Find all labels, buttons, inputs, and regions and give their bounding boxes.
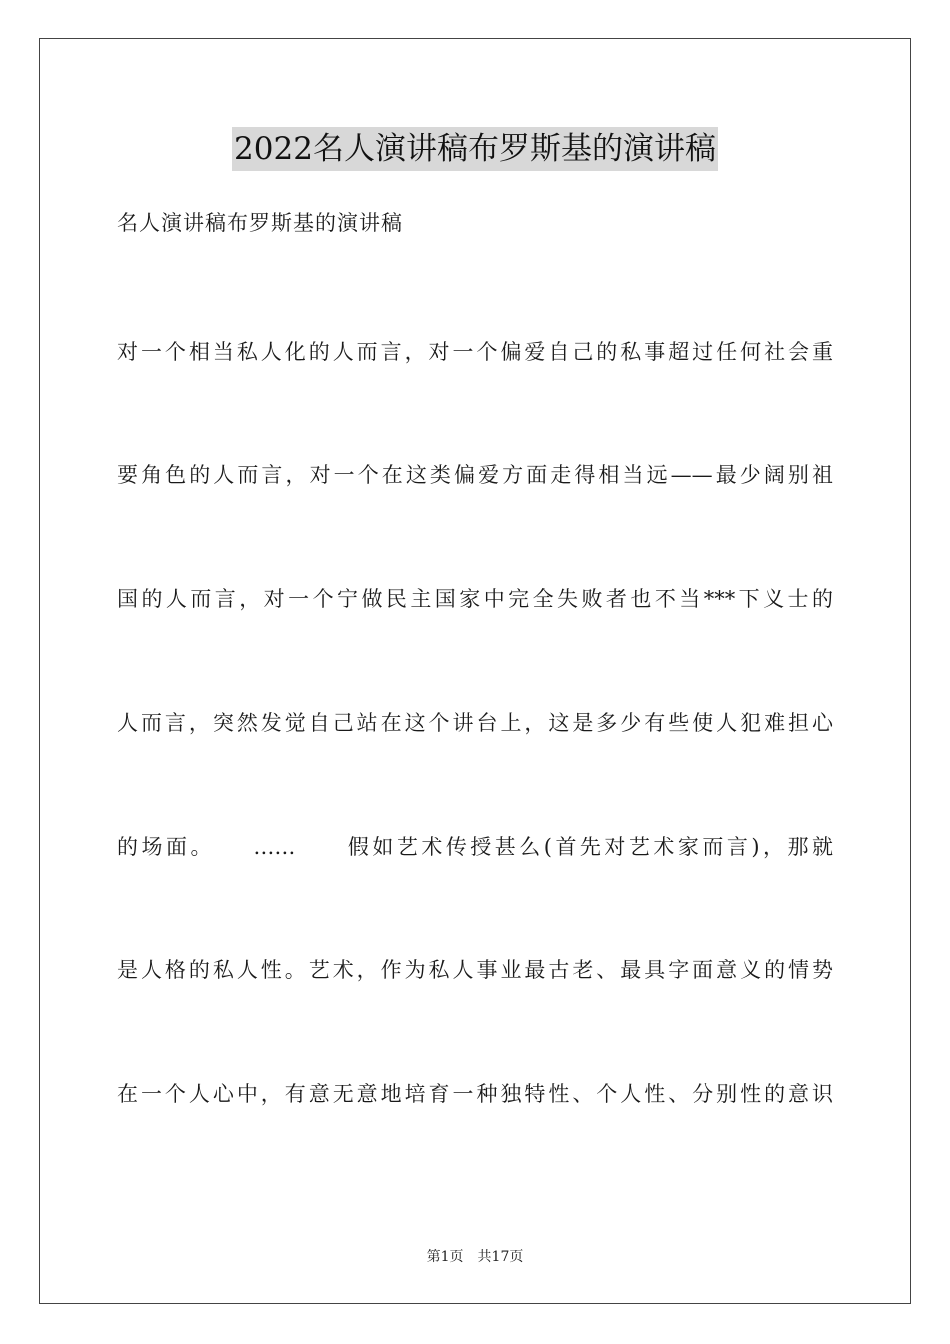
body-line: 的场面。 …… 假如艺术传授甚么(首先对艺术家而言)，那就 bbox=[117, 835, 833, 859]
body-line: 对一个相当私人化的人而言，对一个偏爱自己的私事超过任何社会重 bbox=[117, 340, 833, 364]
document-subtitle: 名人演讲稿布罗斯基的演讲稿 bbox=[117, 211, 403, 235]
body-line: 要角色的人而言，对一个在这类偏爱方面走得相当远——最少阔别祖 bbox=[117, 463, 833, 487]
document-title-text: 2022名人演讲稿布罗斯基的演讲稿 bbox=[232, 127, 718, 171]
body-line: 国的人而言，对一个宁做民主国家中完全失败者也不当***下义士的 bbox=[117, 587, 833, 611]
body-line: 人而言，突然发觉自己站在这个讲台上，这是多少有些使人犯难担心 bbox=[117, 711, 833, 735]
page-number-footer: 第1页 共17页 bbox=[426, 1249, 524, 1265]
document-title bbox=[0, 127, 950, 171]
body-line: 在一个人心中，有意无意地培育一种独特性、个人性、分别性的意识 bbox=[117, 1082, 833, 1106]
body-line: 是人格的私人性。艺术，作为私人事业最古老、最具字面意义的情势 bbox=[117, 958, 833, 982]
